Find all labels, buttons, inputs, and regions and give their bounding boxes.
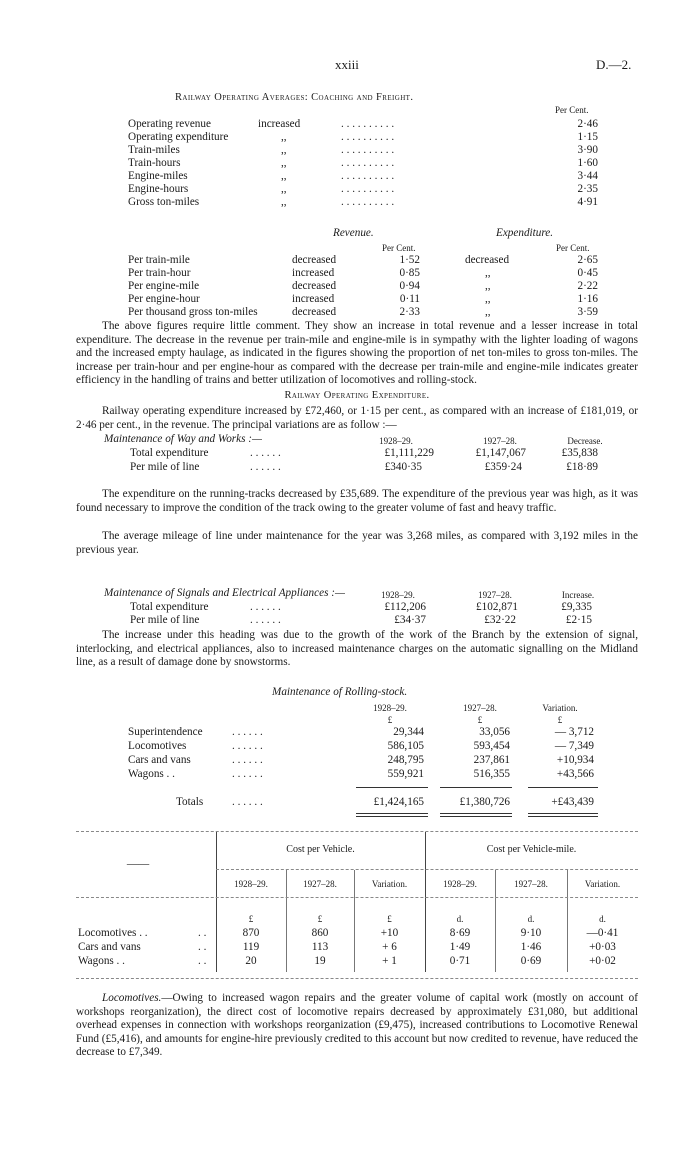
rolling-unit: £ (477, 715, 483, 725)
cell: —0·41 (586, 927, 619, 939)
col-header: Variation. (371, 879, 408, 889)
paragraph-text: Railway operating expenditure increased by £72,460, or 1·15 per cent., as compared with an increase of £181,019, or 2·46 per cent., in the revenue. The principal variations are as follow :— (76, 405, 638, 431)
revenue-value: 0·11 (399, 293, 420, 305)
cell: 0·71 (449, 955, 471, 967)
cell-1928: 29,344 (393, 726, 424, 738)
unit-label: d. (527, 914, 535, 924)
averages-row-change: ,, (281, 131, 287, 143)
double-rule (356, 813, 428, 814)
cell-1927: 593,454 (473, 740, 510, 752)
expenditure-percent-header: Per Cent. (556, 243, 590, 253)
way-works-heading: Maintenance of Way and Works :— (104, 433, 262, 445)
revenue-value: 1·52 (399, 254, 420, 266)
leader-dots: . . (198, 955, 207, 967)
double-rule (440, 813, 512, 814)
way-works-col-decrease: Decrease. (567, 436, 603, 446)
cell-1928: 248,795 (387, 754, 424, 766)
col-header: Variation. (584, 879, 621, 889)
double-rule (528, 816, 598, 817)
rolling-unit: £ (557, 715, 563, 725)
rolling-stock-title: Maintenance of Rolling-stock. (272, 686, 408, 698)
unit-label: £ (317, 914, 323, 924)
row-label: Per mile of line (130, 614, 200, 626)
group-header-cost-per-vehicle: Cost per Vehicle. (286, 844, 355, 855)
leader-dots: . . . . . . (232, 754, 263, 766)
cell-variation: — 7,349 (554, 740, 594, 752)
table-top-rule (76, 831, 638, 832)
revenue-change: increased (292, 293, 335, 305)
cell: 119 (242, 941, 260, 953)
expenditure-change: ,, (485, 306, 491, 318)
header-bottom-rule (76, 897, 638, 898)
cell-1927: £1,147,067 (475, 447, 526, 459)
revenue-heading: Revenue. (333, 227, 374, 239)
cell-1927: 516,355 (473, 768, 510, 780)
leader-dots: . . (198, 927, 207, 939)
averages-row-label: Operating expenditure (128, 131, 229, 143)
cell: 1·49 (449, 941, 471, 953)
leader-dots: . . . . . . . . . . (341, 131, 395, 143)
revenue-change: decreased (292, 306, 337, 318)
totals-variation: +£43,439 (551, 796, 594, 808)
expenditure-value: 0·45 (577, 267, 598, 279)
cell-1927: £102,871 (476, 601, 518, 613)
averages-row-change: ,, (281, 144, 287, 156)
leader-dots: . . . . . . (232, 740, 263, 752)
expenditure-value: 3·59 (577, 306, 598, 318)
total-rule (440, 787, 512, 788)
leader-dots: . . . . . . (232, 796, 263, 808)
way-works-col-1927: 1927–28. (483, 436, 517, 446)
document-reference: D.—2. (596, 57, 632, 72)
averages-row-value: 2·35 (577, 183, 598, 195)
revenue-change: decreased (292, 254, 337, 266)
table-bottom-rule (76, 978, 638, 979)
averages-row-label: Gross ton-miles (128, 196, 200, 208)
rolling-unit: £ (387, 715, 393, 725)
leader-dots: . . . . . . (232, 726, 263, 738)
double-rule (440, 816, 512, 817)
averages-row-change: ,, (281, 157, 287, 169)
cell-decrease: £18·89 (566, 461, 598, 473)
cell: + 1 (382, 955, 397, 967)
leader-dots: . . . . . . (250, 447, 281, 459)
cell: 860 (311, 927, 329, 939)
leader-dots: . . . . . . . . . . (341, 144, 395, 156)
row-label: Locomotives (128, 740, 187, 752)
unit-label: £ (248, 914, 254, 924)
averages-percent-header: Per Cent. (555, 105, 589, 115)
row-label: Total expenditure (130, 447, 209, 459)
averages-row-label: Engine-hours (128, 183, 189, 195)
cell: 19 (314, 955, 326, 967)
cell-increase: £9,335 (561, 601, 592, 613)
group-header-rule (216, 869, 638, 870)
paragraph-figures-comment (76, 320, 638, 388)
row-label: Locomotives . . (78, 927, 148, 939)
averages-title: Railway Operating Averages: Coaching and Freight. (175, 92, 414, 103)
cell-variation: — 3,712 (554, 726, 594, 738)
averages-row-value: 3·44 (577, 170, 598, 182)
unit-label: £ (387, 914, 392, 924)
leader-dots: . . . . . . . . . . (341, 183, 395, 195)
paragraph-signals-increase (76, 629, 638, 670)
averages-row-label: Operating revenue (128, 118, 211, 130)
cell-variation: +10,934 (556, 754, 594, 766)
expenditure-change: ,, (485, 293, 491, 305)
averages-row-value: 3·90 (577, 144, 598, 156)
cell: +10 (380, 927, 399, 939)
cell: 9·10 (520, 927, 542, 939)
paragraph-lead: Locomotives. (102, 992, 162, 1004)
double-rule (356, 816, 428, 817)
row-label: Superintendence (128, 726, 203, 738)
rolling-col-1927: 1927–28. (463, 703, 497, 713)
cell: 870 (242, 927, 260, 939)
leader-dots: . . . . . . (250, 614, 281, 626)
leader-dots: . . . . . . . . . . (341, 157, 395, 169)
leader-dots: . . . . . . (250, 461, 281, 473)
col-header: 1927–28. (514, 879, 548, 889)
cell-1928: 586,105 (387, 740, 424, 752)
signals-col-increase: Increase. (561, 590, 595, 600)
cell: +0·02 (589, 955, 616, 967)
cell: 20 (245, 955, 257, 967)
totals-1927: £1,380,726 (459, 796, 510, 808)
leader-dots: . . . . . . (250, 601, 281, 613)
signals-col-1927: 1927–28. (478, 590, 512, 600)
signals-heading: Maintenance of Signals and Electrical Appliances :— (104, 587, 345, 599)
rolling-col-variation: Variation. (542, 703, 578, 713)
cell: 8·69 (449, 927, 471, 939)
revenue-change: increased (292, 267, 335, 279)
leader-dots: . . . . . . . . . . (341, 118, 395, 130)
paragraph-running-tracks (76, 488, 638, 515)
row-label: Cars and vans (78, 941, 141, 953)
rev-exp-label: Per engine-hour (128, 293, 200, 305)
averages-row-label: Train-hours (128, 157, 181, 169)
page-number: xxiii (335, 57, 359, 72)
leader-dots: . . . . . . . . . . (341, 170, 395, 182)
cell: + 6 (382, 941, 397, 953)
cell-1927: 33,056 (479, 726, 510, 738)
averages-row-value: 4·91 (577, 196, 598, 208)
unit-label: d. (599, 914, 606, 924)
cell-1927: £359·24 (484, 461, 522, 473)
row-label: Per mile of line (130, 461, 200, 473)
cell-1928: £34·37 (394, 614, 426, 626)
expenditure-change: ,, (485, 280, 491, 292)
total-rule (528, 787, 598, 788)
col-header: 1928–29. (443, 879, 477, 889)
totals-1928: £1,424,165 (373, 796, 424, 808)
averages-row-change: ,, (281, 196, 287, 208)
paragraph-mileage (76, 530, 638, 557)
leader-dots: . . (198, 941, 207, 953)
group-header-cost-per-vehicle-mile: Cost per Vehicle-mile. (486, 844, 577, 855)
revenue-value: 0·94 (399, 280, 420, 292)
totals-label: Totals (176, 796, 204, 808)
paragraph-text: The expenditure on the running-tracks decreased by £35,689. The expenditure of the previous year was high, as it was found necessary to improve the condition of the track owing to the greater volume of fast and heavy traffic. (76, 488, 638, 514)
cell-1927: 237,861 (473, 754, 510, 766)
col-header: 1928–29. (234, 879, 268, 889)
leader-dots: . . . . . . . . . . (341, 196, 395, 208)
cell-increase: £2·15 (565, 614, 592, 626)
paragraph-text: The above figures require little comment. They show an increase in total revenue and a lesser increase in total expenditure. The decrease in the revenue per train-mile and engine-mile is in sympathy with the lighter loading of wagons and the increased empty haulage, as indicated in the figures showing the proportion of net ton-miles to gross ton-miles. The increase per train-hour and per engine-hour as compared with the decrease per train-mile and engine-mile indicates greater efficiency in the handling of trains and better utilization of locomotives and rolling-stock. (76, 320, 638, 386)
cell-1928: £340·35 (384, 461, 422, 473)
row-label: Wagons . . (78, 955, 125, 967)
rev-exp-label: Per train-mile (128, 254, 190, 266)
row-label: Cars and vans (128, 754, 191, 766)
way-works-col-1928: 1928–29. (379, 436, 413, 446)
expenditure-change: ,, (485, 267, 491, 279)
paragraph-text: —Owing to increased wagon repairs and the greater volume of capital work (mostly on account of workshops reorganization), the direct cost of locomotive repairs decreased by approximately £31,080, but additional overhead expenses in connection with workshops reorganization (£9,475), increased contributions to Locomotive Renewal Fund (£5,416), and amounts for engine-hire previously credited to this account but now credited to revenue, have reduced the decrease to £7,349. (76, 992, 638, 1058)
expenditure-value: 1·16 (577, 293, 598, 305)
signals-col-1928: 1928–29. (381, 590, 415, 600)
rev-exp-label: Per engine-mile (128, 280, 200, 292)
cell: 0·69 (520, 955, 542, 967)
expenditure-value: 2·22 (577, 280, 598, 292)
cell: 1·46 (520, 941, 542, 953)
averages-row-label: Train-miles (128, 144, 180, 156)
averages-row-value: 1·15 (577, 131, 598, 143)
expenditure-value: 2·65 (577, 254, 598, 266)
averages-row-change: ,, (281, 183, 287, 195)
cell: 113 (311, 941, 329, 953)
paragraph-expenditure-intro (76, 405, 638, 432)
row-label: Total expenditure (130, 601, 209, 613)
paragraph-text: The average mileage of line under maintenance for the year was 3,268 miles, as compared with 3,192 miles in the previous year. (76, 530, 638, 556)
averages-row-label: Engine-miles (128, 170, 188, 182)
averages-row-value: 2·46 (577, 118, 598, 130)
revenue-percent-header: Per Cent. (382, 243, 416, 253)
expenditure-heading: Expenditure. (496, 227, 554, 239)
cell-variation: +43,566 (556, 768, 594, 780)
unit-label: d. (456, 914, 464, 924)
cell: +0·03 (589, 941, 616, 953)
cell-1928: 559,921 (387, 768, 424, 780)
rev-exp-label: Per train-hour (128, 267, 191, 279)
expenditure-change: decreased (465, 254, 510, 266)
averages-row-change: increased (258, 118, 301, 130)
paragraph-text: The increase under this heading was due to the growth of the work of the Branch by the extension of signal, interlocking, and electrical appliances, also to increased maintenance charges on the automatic signalling on the Midland line, as a result of damage done by snowstorms. (76, 629, 638, 668)
cell-1928: £112,206 (384, 601, 426, 613)
row-label: Wagons . . (128, 768, 175, 780)
cell-decrease: £35,838 (561, 447, 598, 459)
rolling-col-1928: 1928–29. (373, 703, 407, 713)
expenditure-section-title: Railway Operating Expenditure. (284, 390, 430, 401)
averages-row-value: 1·60 (577, 157, 598, 169)
averages-row-change: ,, (281, 170, 287, 182)
rev-exp-label: Per thousand gross ton-miles (128, 306, 258, 318)
total-rule (356, 787, 428, 788)
cell-1927: £32·22 (484, 614, 516, 626)
stub-header: —— (126, 858, 150, 870)
revenue-value: 2·33 (399, 306, 420, 318)
col-header: 1927–28. (303, 879, 337, 889)
revenue-change: decreased (292, 280, 337, 292)
revenue-value: 0·85 (399, 267, 420, 279)
paragraph-locomotives (76, 992, 638, 1060)
double-rule (528, 813, 598, 814)
cell-1928: £1,111,229 (384, 447, 434, 459)
leader-dots: . . . . . . (232, 768, 263, 780)
